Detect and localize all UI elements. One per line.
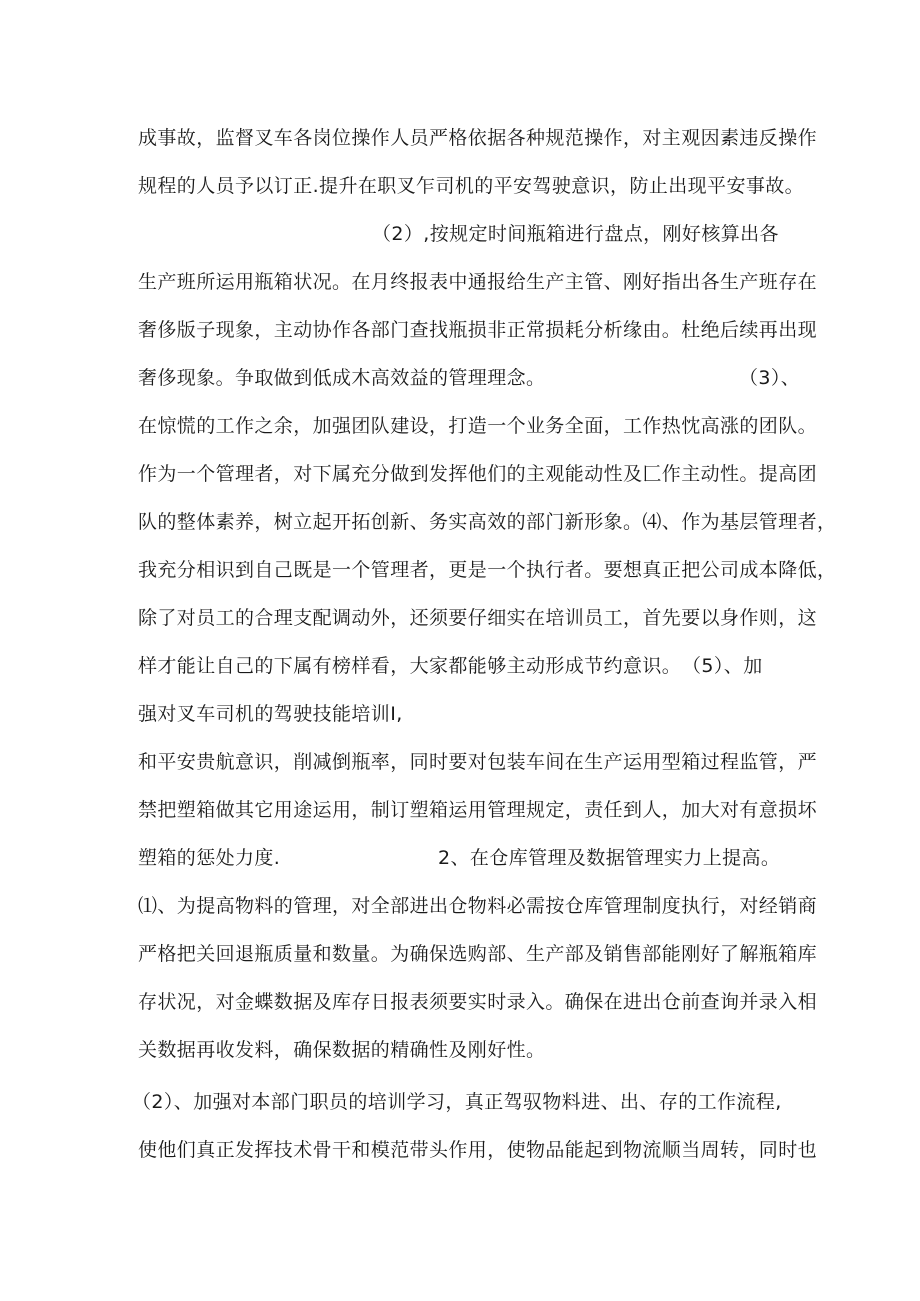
- text-line: 强对叉车司机的驾驶技能培训I,: [138, 703, 403, 725]
- text-line: 队的整体素养，树立起开拓创新、务实高效的部门新形象。⑷、作为基层管理者，: [138, 511, 837, 533]
- text-line: 禁把塑箱做其它用途运用，制订塑箱运用管理规定，责任到人，加大对有意损坏: [138, 799, 818, 821]
- text-line: （2）,按规定时间瓶箱进行盘点，刚好核算出各: [372, 223, 779, 245]
- section-heading: 2、在仓库管理及数据管理实力上提高。: [438, 847, 781, 869]
- text-line: 样才能让自己的下属有榜样看，大家都能够主动形成节约意识。: [138, 655, 682, 677]
- text-line: 使他们真正发挥技术骨干和模范带头作用，使物品能起到物流顺当周转，同时也: [138, 1139, 818, 1161]
- text-line: 存状况，对金蝶数据及库存日报表须要实时录入。确保在进出仓前查询并录入相: [138, 991, 818, 1013]
- text-line: 生产班所运用瓶箱状况。在月终报表中通报给生产主管、刚好指出各生产班存在: [138, 271, 818, 293]
- text-line: 成事故，监督叉车各岗位操作人员严格依据各种规范操作，对主观因素违反操作: [138, 127, 818, 149]
- text-line: 我充分相识到自己既是一个管理者，更是一个执行者。要想真正把公司成本降低，: [138, 559, 837, 581]
- text-line: 除了对员工的合理支配调动外，还须要仔细实在培训员工，首先要以身作则，这: [138, 607, 818, 629]
- text-line: （2）、加强对本部门职员的培训学习，真正驾驭物料进、出、存的工作流程,: [132, 1091, 782, 1113]
- text-line: 严格把关回退瓶质量和数量。为确保选购部、生产部及销售部能刚好了解瓶箱库: [138, 943, 818, 965]
- text-line: 和平安贵航意识，削减倒瓶率，同时要对包装车间在生产运用型箱过程监管，严: [138, 751, 818, 773]
- text-line: ⑴、为提高物料的管理，对全部进出仓物料必需按仓库管理制度执行，对经销商: [138, 895, 818, 917]
- text-line: 在惊慌的工作之余，加强团队建设，打造一个业务全面，工作热忱高涨的团队。: [138, 415, 818, 437]
- text-line: 奢侈版子现象，主动协作各部门查找瓶损非正常损耗分析缘由。杜绝后续再出现: [138, 319, 818, 341]
- text-line: 奢侈现象。争取做到低成木高效益的管理理念。: [138, 367, 546, 389]
- text-line: 规程的人员予以订正.提升在职叉乍司机的平安驾驶意识，防止出现平安事故。: [138, 175, 805, 197]
- text-line: 作为一个管理者，对下属充分做到发挥他们的主观能动性及匚作主动性。提高团: [138, 463, 818, 485]
- text-line: 关数据再收发料，确保数据的精确性及刚好性。: [138, 1039, 546, 1061]
- text-fragment: （3）、: [739, 367, 801, 389]
- text-line: 塑箱的惩处力度.: [138, 847, 281, 869]
- text-fragment: （5）、加: [682, 655, 763, 677]
